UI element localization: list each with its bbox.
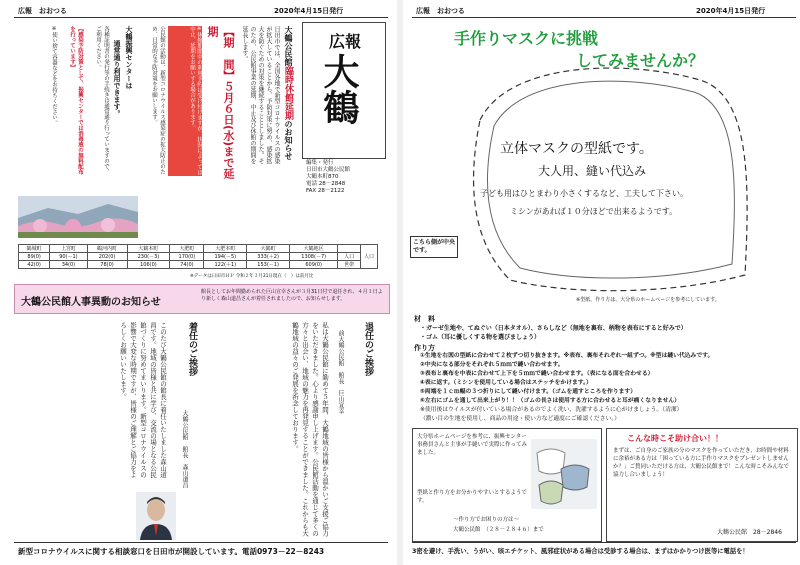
hp-box-caption: ～作り方でお困りの方は～ <box>453 517 520 523</box>
farewell-title: 退任のご挨拶 <box>363 322 373 376</box>
editor-org: 日田市大鶴公民館 <box>306 167 351 173</box>
left-footer-rule <box>14 542 388 543</box>
list-item: ⑤両端を１ｃｍ幅の３つ折りにして縫い付けます。（ゴムを通すところを作ります） <box>420 389 637 395</box>
pattern-subtitle: 大人用、縫い代込み <box>538 164 647 178</box>
right-header-title: 広報 おおつる <box>416 7 465 15</box>
greeting-signature: 大鶴公民館 館長 森山道昌 <box>181 410 188 488</box>
steps-list <box>420 352 796 424</box>
table-row: 鶴城町 上宮町 鶴河内町 大鶴本町 大肥町 大肥本町 大鶴町 大鶴地区 人口 <box>19 245 378 253</box>
landscape-photo <box>18 196 138 238</box>
masthead-small: 広報 <box>329 32 362 51</box>
headline-line1: 手作りマスクに挑戦 <box>454 29 599 48</box>
editor-label: 編集・発行 <box>306 160 334 166</box>
left-header-date: 2020年4月15日発行 <box>274 7 344 15</box>
personnel-banner <box>14 284 390 314</box>
closure-body: 日田市では、全国各地で新型コロナウイルスの感染が拡大していることから、予防対策に努め、感染拡大を防ぐための対策を継続することとしました。そのため、公民館事業の延期、中止及び休館の期間を延長します。 <box>241 26 280 164</box>
list-item: ⑥左右にゴムを通して出来上がり！！（ゴムの長さは使用する方に合わせると耳が痛くなりません） <box>420 398 680 404</box>
hp-box <box>412 428 602 542</box>
left-footer: 新型コロナウイルスに関する相談窓口を日田市が開設しています。電話0973－22－8243 <box>18 547 325 556</box>
materials-list <box>420 324 687 342</box>
howto-label: 作り方 <box>414 344 435 352</box>
editor-tel: 電話 28－2848 <box>306 181 346 187</box>
list-item: ④表に返す。（ミシンを使用している場合はステッチをかけます。） <box>420 380 592 386</box>
right-header-date: 2020年4月15日発行 <box>696 7 766 15</box>
table-note: ※データは日田市ＨＰ 令和２年３月31日現在（ ）は前月比 <box>190 274 314 279</box>
pattern-credit: ※型紙、作り方は、大分県のホームページを参考にしています。 <box>576 297 720 303</box>
left-header-rule <box>14 17 388 18</box>
right-header-rule <box>412 17 796 18</box>
hp-box-contact: 大鶴公民館 （２８－２８４６）まで <box>453 527 544 533</box>
personnel-title: 大鶴公民館人事異動のお知らせ <box>21 297 161 308</box>
closure-note: ※休館期間中の利用予約は受け付けますが、状況によっては中止、延期をお願いする場合があります。 <box>168 26 202 176</box>
editor-fax: FAX 28－2122 <box>306 188 345 194</box>
pattern-title: 立体マスクの型紙です。 <box>500 141 653 157</box>
greeting-title: 着任のご挨拶 <box>187 322 197 376</box>
right-footer: 3密を避け、手洗い、うがい、咳エチケット、風邪症状がある場合は受診する場合は、まずはかかりつけ医等に電話を！ <box>412 548 749 555</box>
list-item: ①生地を右図の型紙に合わせて２枚ずつ切り抜きます。※表布、裏布それぞれ一組ずつ。※型は縫い代込みです。 <box>420 353 714 359</box>
headline-line2: してみませんか？ <box>576 51 705 70</box>
table-row: 42(0) 34(0) 78(0) 106(0) 74(0) 122(＋1) 153(－1) 609(0) 世帯 <box>19 261 378 269</box>
page-fold <box>397 0 403 565</box>
list-item: ・ゴム（耳に優しくする物を選びましょう） <box>420 334 541 341</box>
hp-box-body: 型紙と作り方をお分かりやすいとするようです。 <box>417 490 528 504</box>
left-header-title: 広報 おおつる <box>18 7 67 15</box>
step-note2: （濃い目の生地を使用し、商品の用途・使い方など適度にご確認ください。） <box>420 416 620 422</box>
right-footer-rule <box>412 542 796 543</box>
masthead-box <box>302 22 386 159</box>
masthead-title: 大鶴 <box>318 53 360 125</box>
closure-period: 【期 間】５月６日(水)まで延期 <box>206 26 235 180</box>
closure-note2: 公民館の活動は、新型コロナウイルス感染症の拡大防止のため、日常的な予防対策をお願いします。 <box>151 26 165 175</box>
table-row: 89(0) 90(－1) 202(0) 230(－3) 170(0) 194(－5) 333(＋2) 1308(－7) 人口 <box>19 253 378 261</box>
donate-box <box>606 428 798 542</box>
farewell-body: 私は大鶴公民館に勤めて５年間、大鶴地域の皆様から温かいご支援ご協力をいただきました。心より感謝申し上げます。公民館活動を通じて多くの方々と出会い、地域の魅力を再発見することができました。これからも大鶴地域の益々のご発展を祈念しております。 <box>291 322 329 537</box>
editor-addr: 大鶴本町870 <box>306 174 339 180</box>
donate-contact: 大鶴公民館 28－2846 <box>717 529 782 536</box>
center-body: 各種証明書の発行等の手続きは通常通り行っていますので、ご利用ください。 <box>95 26 109 175</box>
step-note: ※使用後はウイルスが付いている場合があるのでよく洗い、洗濯するように心がけましょう。（清潔） <box>420 407 683 413</box>
population-table <box>18 244 378 269</box>
personnel-body: 館長としてお年間勤められた巨山宣幸さんが３月31日付で退任され、４月１日より新しく森山道昌さんが着任されましたので、お知らせします。 <box>201 289 383 302</box>
list-item: ②中央になる部分をそれぞれ５ｍｍで縫い合わせます。 <box>420 362 564 368</box>
pattern-line1: 子ども用はひとまわり小さくするなど、工夫して下さい。 <box>480 189 688 198</box>
center-extra: ※使い捨て容器などをお持ちください。 <box>51 26 57 126</box>
director-portrait <box>136 492 176 540</box>
closure-title: 大鶴公民館臨時休館延期のお知らせ <box>283 26 293 160</box>
left-page <box>0 0 394 565</box>
materials-label: 材 料 <box>414 315 435 323</box>
center-red-note: 【感染予防対策として、振興センターでは消毒液の無料配布を行っています】 <box>69 26 83 175</box>
center-sub: 通常通り利用できます。 <box>113 40 121 117</box>
greeting-body: このたび大鶴公民館の館長に着任いたしました森山道昌です。地域の皆様と共に学び、交流の場となる公民館づくりに努めてまいります。新型コロナウイルスの影響で大変な時期ですが、皆様のご理解とご協力をよろしくお願いいたします。 <box>119 322 167 478</box>
farewell-signature: 前大鶴公民館 館長 巨山宣幸 <box>337 330 344 414</box>
right-page <box>406 0 800 565</box>
pattern-line2: ミシンがあれば１０分ほどで出来るようです。 <box>510 207 678 216</box>
center-title: 大鶴振興センターは <box>125 26 133 89</box>
masthead-info <box>306 160 384 195</box>
list-item: ③表布と裏布を中表に合わせて上下を５ｍｍで縫い合わせます。（表になる面を合わせる） <box>420 371 654 377</box>
sample-masks-photo <box>531 439 597 509</box>
center-side-callout: こちら側が中央です。 <box>410 236 458 258</box>
donate-body: まずは、ご自身のご家族の分のマスクを作っていただき、お時間や材料に余裕がある方は「困っている方に手作りマスクをプレゼントしませんか？」ご賛同いただける方は、大鶴公民館まで！こんな時こそみんなで協力し合いましょう！ <box>613 448 790 478</box>
list-item: ・ガーゼ生地や、てぬぐい（日本タオル）、さらしなど（無地を裏布、柄物を表布にすると好みで） <box>420 325 687 332</box>
hp-box-title: 大分県ホームページを参考に、振興センター事務員さんと主事が手縫いで実際に作ってみました。 <box>417 434 528 456</box>
donate-title: こんな時こそ助け合い！！ <box>627 434 723 443</box>
